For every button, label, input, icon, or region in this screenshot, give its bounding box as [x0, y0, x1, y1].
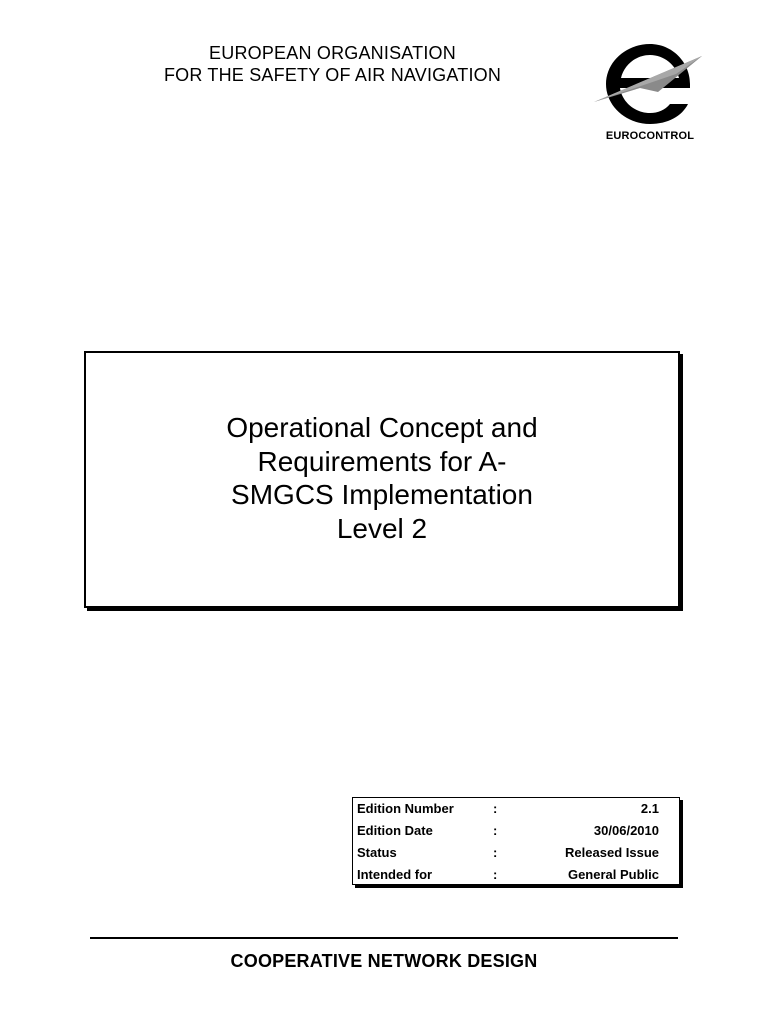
logo-wordmark: EUROCONTROL [605, 130, 695, 142]
eurocontrol-logo-icon [590, 38, 710, 130]
edition-number-value: 2.1 [640, 801, 659, 816]
edition-number-row [353, 798, 679, 820]
document-title [86, 411, 678, 545]
footer-divider [90, 937, 678, 939]
organisation-name-line-1: EUROPEAN ORGANISATION [209, 43, 456, 63]
footer-title: COOPERATIVE NETWORK DESIGN [230, 951, 538, 971]
edition-date-row [353, 820, 679, 842]
status-separator: : [493, 845, 498, 860]
edition-date-value: 30/06/2010 [593, 823, 659, 838]
title-line-1: Operational Concept and [226, 412, 538, 443]
edition-info-table [352, 797, 680, 885]
edition-date-label: Edition Date [357, 823, 433, 838]
organisation-name-line-2: FOR THE SAFETY OF AIR NAVIGATION [163, 65, 502, 85]
title-line-2: Requirements for A- [257, 445, 507, 477]
title-box [84, 351, 680, 608]
eurocontrol-logo [590, 38, 710, 148]
intended-for-label: Intended for [357, 867, 433, 882]
status-row [353, 842, 679, 864]
edition-number-separator: : [493, 801, 498, 816]
intended-for-separator: : [493, 867, 498, 882]
status-label: Status [357, 845, 397, 860]
intended-for-row [353, 864, 679, 886]
organisation-header [110, 42, 555, 86]
title-line-4: Level 2 [336, 512, 428, 544]
status-value: Released Issue [565, 845, 659, 860]
edition-date-separator: : [493, 823, 498, 838]
intended-for-value: General Public [567, 867, 659, 882]
edition-number-label: Edition Number [357, 801, 454, 816]
title-line-3: SMGCS Implementation [231, 479, 533, 510]
